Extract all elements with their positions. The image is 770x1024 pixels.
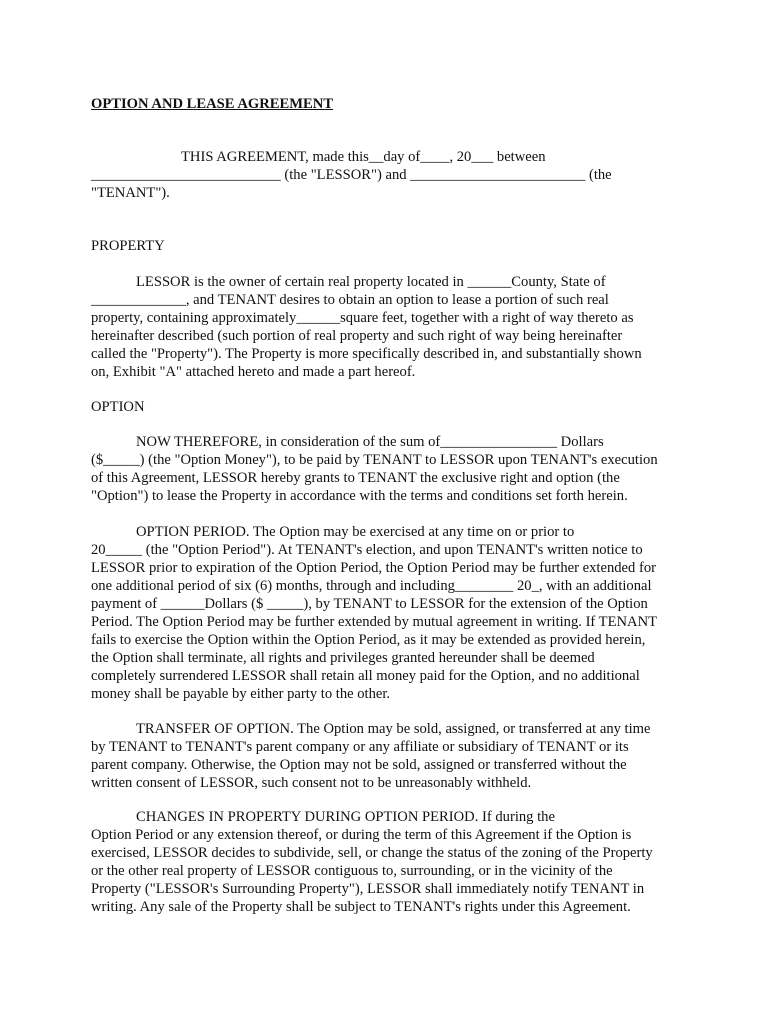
option-period-line-10: money shall be payable by either party to the other.: [91, 686, 391, 702]
option-line-4: "Option") to lease the Property in accordance with the terms and conditions set forth herein.: [91, 488, 628, 504]
property-line-2: _____________, and TENANT desires to obtain an option to lease a portion of such real: [91, 292, 609, 308]
option-period-line-5: payment of ______Dollars ($ _____), by TENANT to LESSOR for the extension of the Option: [91, 596, 648, 612]
transfer-line-3: parent company. Otherwise, the Option may not be sold, assigned or transferred without the: [91, 757, 627, 773]
option-period-line-2: 20_____ (the "Option Period"). At TENANT's election, and upon TENANT's written notice to: [91, 542, 643, 558]
property-heading: PROPERTY: [91, 238, 165, 254]
changes-line-1: CHANGES IN PROPERTY DURING OPTION PERIOD. If during the: [136, 809, 555, 825]
transfer-line-2: by TENANT to TENANT's parent company or any affiliate or subsidiary of TENANT or its: [91, 739, 629, 755]
transfer-line-1: TRANSFER OF OPTION. The Option may be sold, assigned, or transferred at any time: [136, 721, 651, 737]
intro-line-2: __________________________ (the "LESSOR") and ________________________ (the: [91, 167, 612, 183]
property-line-3: property, containing approximately______square feet, together with a right of way thereto as: [91, 310, 634, 326]
option-period-line-8: the Option shall terminate, all rights and privileges granted hereunder shall be deemed: [91, 650, 595, 666]
option-line-1: NOW THEREFORE, in consideration of the sum of________________ Dollars: [136, 434, 604, 450]
property-line-4: hereinafter described (such portion of real property and such right of way being hereinafter: [91, 328, 623, 344]
property-line-6: on, Exhibit "A" attached hereto and made a part hereof.: [91, 364, 416, 380]
option-line-3: of this Agreement, LESSOR hereby grants to TENANT the exclusive right and option (the: [91, 470, 620, 486]
option-period-line-9: completely surrendered LESSOR shall retain all money paid for the Option, and no additional: [91, 668, 640, 684]
changes-line-6: writing. Any sale of the Property shall be subject to TENANT's rights under this Agreement.: [91, 899, 631, 915]
intro-line-1: THIS AGREEMENT, made this__day of____, 20___ between: [181, 149, 546, 165]
property-line-5: called the "Property"). The Property is more specifically described in, and substantially shown: [91, 346, 642, 362]
option-period-line-1: OPTION PERIOD. The Option may be exercised at any time on or prior to: [136, 524, 575, 540]
transfer-line-4: written consent of LESSOR, such consent not to be unreasonably withheld.: [91, 775, 532, 791]
option-period-line-3: LESSOR prior to expiration of the Option Period, the Option Period may be further extended for: [91, 560, 656, 576]
changes-line-3: exercised, LESSOR decides to subdivide, sell, or change the status of the zoning of the Property: [91, 845, 653, 861]
intro-line-3: "TENANT").: [91, 185, 170, 201]
option-heading: OPTION: [91, 399, 145, 415]
property-line-1: LESSOR is the owner of certain real property located in ______County, State of: [136, 274, 606, 290]
option-line-2: ($_____) (the "Option Money"), to be paid by TENANT to LESSOR upon TENANT's execution: [91, 452, 658, 468]
option-period-line-7: fails to exercise the Option within the Option Period, as it may be extended as provided herein,: [91, 632, 646, 648]
changes-line-2: Option Period or any extension thereof, or during the term of this Agreement if the Option is: [91, 827, 632, 843]
option-period-line-6: Period. The Option Period may be further extended by mutual agreement in writing. If TENANT: [91, 614, 658, 630]
changes-line-5: Property ("LESSOR's Surrounding Property"), LESSOR shall immediately notify TENANT in: [91, 881, 645, 897]
document-title: OPTION AND LEASE AGREEMENT: [91, 96, 334, 112]
changes-line-4: or the other real property of LESSOR contiguous to, surrounding, or in the vicinity of the: [91, 863, 613, 879]
option-period-line-4: one additional period of six (6) months, through and including________ 20_, with an additional: [91, 578, 652, 594]
